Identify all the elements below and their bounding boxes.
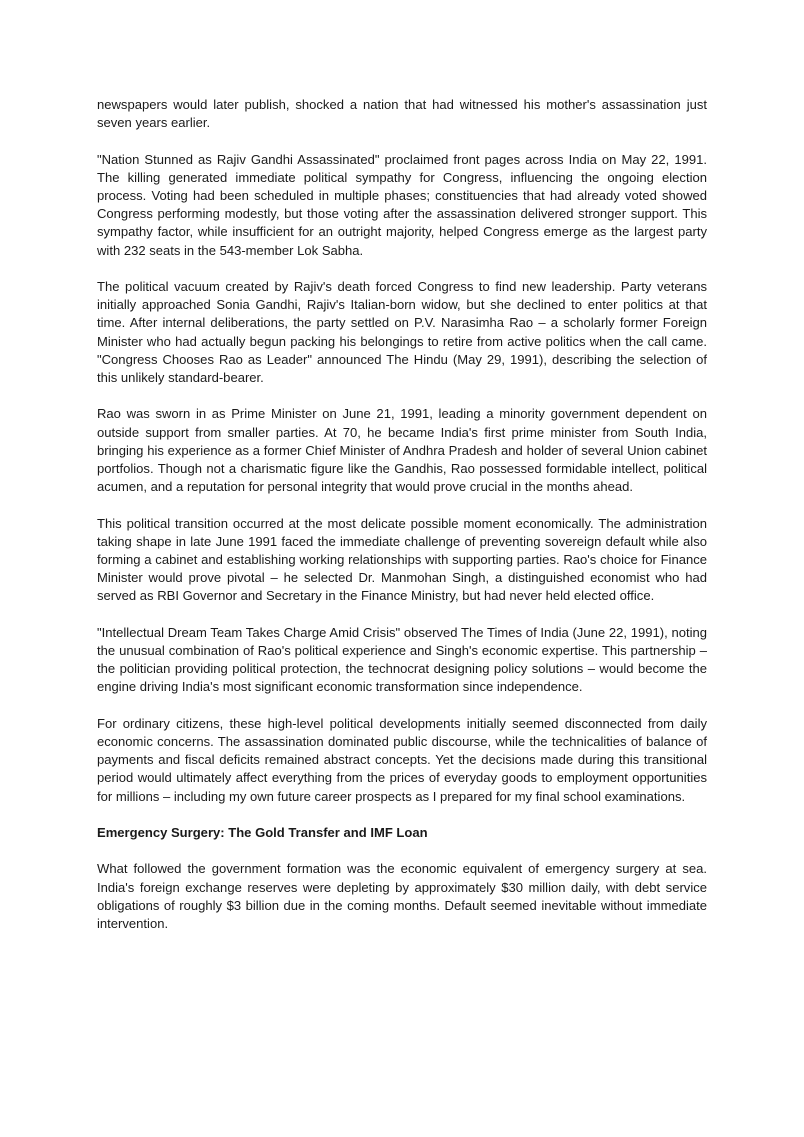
paragraph-2: "Nation Stunned as Rajiv Gandhi Assassinated" proclaimed front pages across India on May 22, 1991. The killing generated immediate political sympathy for Congress, influencing the ongoing election process. Voting had been scheduled in multiple phases; constituencies that had already voted showed Congress performing modestly, but those voting after the assassination delivered stronger support. This sympathy factor, while insufficient for an outright majority, helped Congress emerge as the largest party with 232 seats in the 543-member Lok Sabha. — [97, 151, 707, 258]
paragraph-6: "Intellectual Dream Team Takes Charge Amid Crisis" observed The Times of India (June 22, 1991), noting the unusual combination of Rao's political experience and Singh's economic expertise. This partnership – the politician providing political protection, the technocrat designing policy solutions – would become the engine driving India's most significant economic transformation since independence. — [97, 624, 707, 695]
paragraph-4: Rao was sworn in as Prime Minister on June 21, 1991, leading a minority government dependent on outside support from smaller parties. At 70, he became India's first prime minister from South India, bringing his experience as a former Chief Minister of Andhra Pradesh and holder of several Union cabinet portfolios. Though not a charismatic figure like the Gandhis, Rao possessed formidable intellect, political acumen, and a reputation for personal integrity that would prove crucial in the months ahead. — [97, 406, 707, 495]
document-page — [97, 96, 707, 951]
paragraph-5: This political transition occurred at the most delicate possible moment economically. The administration taking shape in late June 1991 faced the immediate challenge of preventing sovereign default while also forming a cabinet and establishing working relationships with supporting parties. Rao's choice for Finance Minister would prove pivotal – he selected Dr. Manmohan Singh, a distinguished economist who had served as RBI Governor and Secretary in the Finance Ministry, but had never held elected office. — [97, 515, 707, 604]
section-heading: Emergency Surgery: The Gold Transfer and IMF Loan — [97, 825, 428, 841]
paragraph-1: newspapers would later publish, shocked a nation that had witnessed his mother's assassination just seven years earlier. — [97, 97, 707, 131]
paragraph-3: The political vacuum created by Rajiv's death forced Congress to find new leadership. Party veterans initially approached Sonia Gandhi, Rajiv's Italian-born widow, but she declined to enter politics at that time. After internal deliberations, the party settled on P.V. Narasimha Rao – a scholarly former Foreign Minister who had actually begun packing his belongings to retire from active politics when the call came. "Congress Chooses Rao as Leader" announced The Hindu (May 29, 1991), describing the selection of this unlikely standard-bearer. — [97, 279, 707, 386]
section-paragraph-1: What followed the government formation was the economic equivalent of emergency surgery at sea. India's foreign exchange reserves were depleting by approximately $30 million daily, with debt service obligations of roughly $3 billion due in the coming months. Default seemed inevitable without immediate intervention. — [97, 861, 707, 932]
paragraph-7: For ordinary citizens, these high-level political developments initially seemed disconnected from daily economic concerns. The assassination dominated public discourse, while the technicalities of balance of payments and fiscal deficits remained abstract concepts. Yet the decisions made during this transitional period would ultimately affect everything from the prices of everyday goods to employment opportunities for millions – including my own future career prospects as I prepared for my final school examinations. — [97, 715, 707, 804]
